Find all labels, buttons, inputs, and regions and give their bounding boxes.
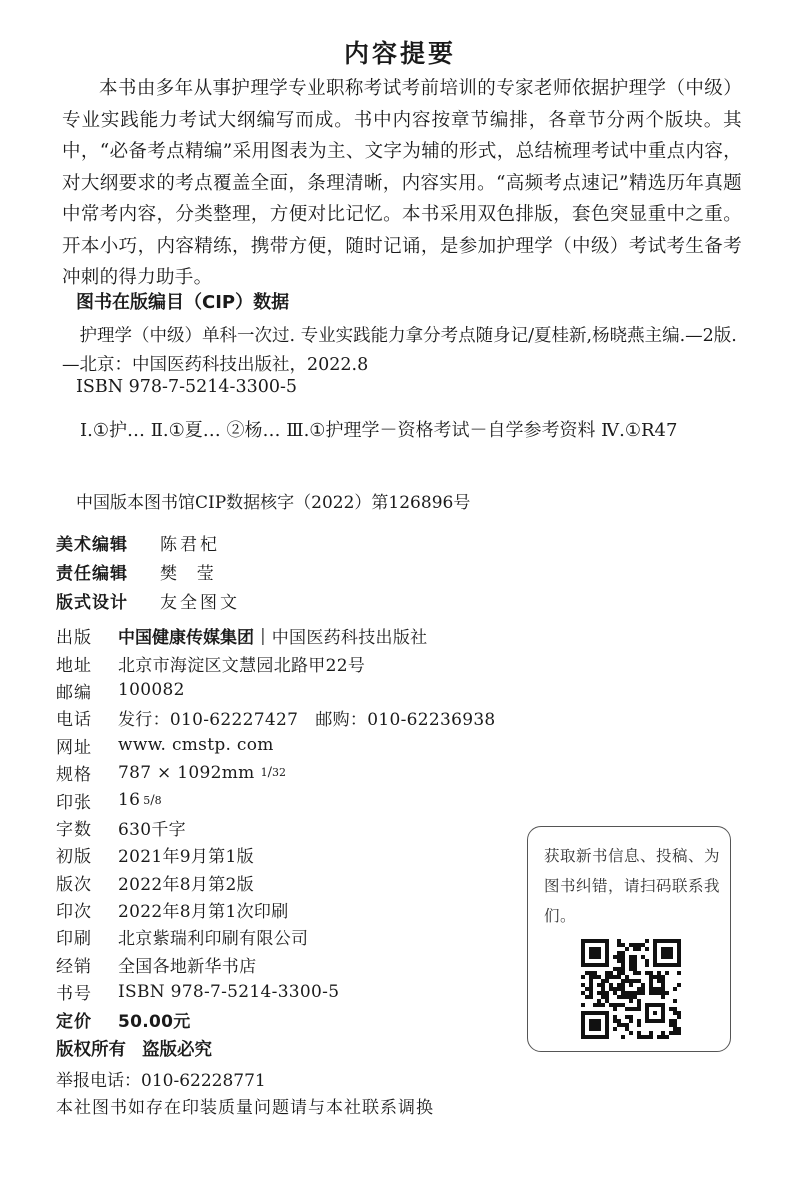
- info-label: 书号: [56, 984, 92, 1005]
- info-label: 规格: [56, 765, 92, 786]
- cip-isbn: ISBN 978-7-5214-3300-5: [76, 377, 298, 397]
- printer-row: [56, 923, 496, 950]
- cip-entry: 护理学（中级）单科一次过. 专业实践能力拿分考点随身记/夏桂新,杨晓燕主编.—2版.—北京：中国医药科技出版社，2022.8: [62, 326, 737, 375]
- qr-info-box: [527, 826, 731, 1052]
- qr-code-icon[interactable]: [581, 939, 681, 1039]
- words-row: [56, 814, 496, 841]
- postcode-value: 100082: [118, 680, 185, 701]
- words-value: 630千字: [118, 819, 186, 840]
- editor-row-responsible: [56, 557, 240, 586]
- editor-name: 友全图文: [160, 593, 240, 613]
- editors-list: [56, 528, 240, 615]
- printing-row: [56, 896, 496, 923]
- publisher-separator: |: [260, 625, 266, 646]
- info-label: 定价: [56, 1011, 92, 1032]
- publisher-row: [56, 622, 496, 649]
- distributor-value: 全国各地新华书店: [118, 956, 257, 977]
- info-label: 地址: [56, 655, 92, 676]
- quality-notice: 本社图书如存在印装质量问题请与本社联系调换: [56, 1098, 434, 1118]
- distributor-row: [56, 951, 496, 978]
- address-row: [56, 649, 496, 676]
- phone-row: [56, 704, 496, 731]
- info-label: 字数: [56, 819, 92, 840]
- qr-caption: 获取新书信息、投稿、为图书纠错，请扫码联系我们。: [544, 847, 721, 925]
- website-link[interactable]: www. cmstp. com: [118, 735, 274, 756]
- editor-name: 樊 莹: [160, 564, 217, 584]
- info-label: 经销: [56, 956, 92, 977]
- printing-value: 2022年8月第1次印刷: [118, 902, 289, 923]
- postcode-row: [56, 677, 496, 704]
- fraction-slash: /: [150, 792, 155, 808]
- book-number-row: [56, 978, 496, 1005]
- format-value: 787 × 1092mm: [118, 762, 255, 783]
- info-label: 印张: [56, 792, 92, 813]
- info-label: 版次: [56, 874, 92, 895]
- printer-value: 北京紫瑞利印刷有限公司: [118, 929, 309, 950]
- phone-value: 发行：010-62227427 邮购：010-62236938: [118, 710, 496, 731]
- rights-reserved: 版权所有: [56, 1040, 126, 1060]
- info-label: 电话: [56, 710, 92, 731]
- website-row: [56, 732, 496, 759]
- rights-statement: [56, 1036, 212, 1061]
- editor-row-art: [56, 528, 240, 557]
- first-edition-row: [56, 841, 496, 868]
- format-row: [56, 759, 496, 786]
- format-fraction-numerator: 1: [260, 766, 268, 780]
- cip-heading: 图书在版编目（CIP）数据: [76, 292, 290, 313]
- cip-classification: Ⅰ.①护… Ⅱ.①夏… ②杨… Ⅲ.①护理学－资格考试－自学参考资料 Ⅳ.①R47: [80, 420, 678, 441]
- sheets-row: [56, 786, 496, 813]
- sheets-whole: 16: [118, 790, 141, 811]
- summary-paragraph: 本书由多年从事护理学专业职称考试考前培训的专家老师依据护理学（中级）专业实践能力考试大纲编写而成。书中内容按章节编排，各章节分两个版块。其中，“必备考点精编”采用图表为主、文字为辅的形式，总结梳理考试中重点内容，对大纲要求的考点覆盖全面，条理清晰，内容实用。“高频考点速记”精选历年真题中常考内容，分类整理，方便对比记忆。本书采用双色排版，套色突显重中之重。开本小巧，内容精练，携带方便，随时记诵，是参加护理学（中级）考试考生备考冲刺的得力助手。: [62, 78, 742, 288]
- fraction-slash: /: [267, 765, 272, 781]
- publisher-press: 中国医药科技出版社: [271, 628, 428, 649]
- editor-name: 陈君杞: [160, 535, 220, 555]
- cip-record-number: 中国版本图书馆CIP数据核字（2022）第126896号: [76, 493, 471, 513]
- price-value: 50.00元: [118, 1011, 191, 1032]
- info-label: 印刷: [56, 929, 92, 950]
- first-edition-value: 2021年9月第1版: [118, 847, 254, 868]
- page-title: 内容提要: [343, 39, 456, 68]
- editor-label: 责任编辑: [56, 564, 128, 584]
- book-number-value: ISBN 978-7-5214-3300-5: [118, 981, 340, 1002]
- publication-info: [56, 622, 496, 1033]
- info-label: 印次: [56, 902, 92, 923]
- report-phone: 举报电话：010-62228771: [56, 1071, 266, 1091]
- edition-value: 2022年8月第2版: [118, 874, 254, 895]
- sheets-fraction-numerator: 5: [143, 793, 151, 807]
- price-row: [56, 1005, 496, 1032]
- info-label: 初版: [56, 847, 92, 868]
- piracy-notice: 盗版必究: [142, 1040, 212, 1060]
- format-fraction-denominator: 32: [272, 766, 286, 780]
- editor-row-layout: [56, 586, 240, 615]
- edition-row: [56, 869, 496, 896]
- info-label: 网址: [56, 737, 92, 758]
- publisher-group: 中国健康传媒集团: [118, 628, 254, 649]
- info-label: 邮编: [56, 682, 92, 703]
- address-value: 北京市海淀区文慧园北路甲22号: [118, 655, 366, 676]
- editor-label: 版式设计: [56, 593, 128, 613]
- editor-label: 美术编辑: [56, 535, 128, 555]
- info-label: 出版: [56, 628, 92, 649]
- sheets-fraction-denominator: 8: [154, 793, 162, 807]
